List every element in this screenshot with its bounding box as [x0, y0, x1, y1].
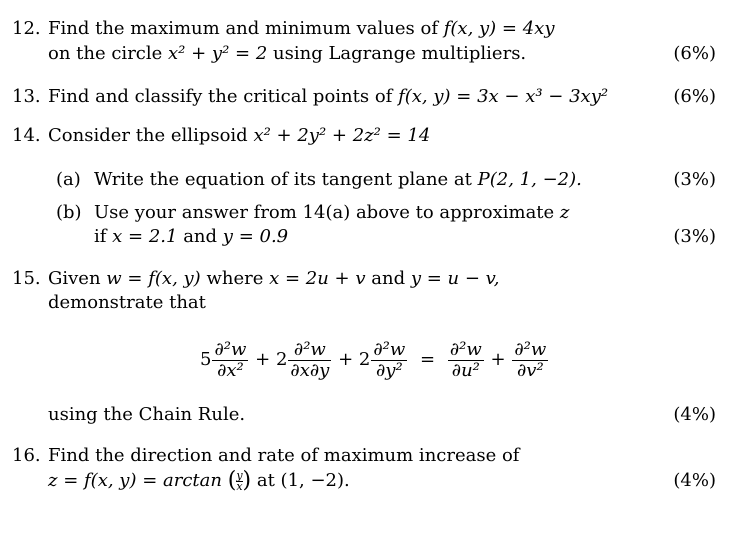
problem-14-ellipsoid: x² + 2y² + 2z² = 14	[253, 125, 431, 146]
problem-12-function: f(x, y) = 4xy	[443, 18, 555, 39]
problem-14b-line1	[94, 202, 569, 224]
problem-15-x: x = 2u + v	[269, 268, 366, 289]
problem-14-text: Consider the ellipsoid	[48, 125, 248, 146]
problem-12-line1	[48, 18, 555, 40]
problem-16-line2	[48, 470, 350, 492]
frac-d2w-du2	[448, 340, 484, 381]
frac-den: ∂y²	[375, 359, 403, 381]
frac-num: ∂²w	[288, 340, 331, 361]
problem-12-line2	[48, 43, 526, 65]
frac-d2w-dv2	[512, 340, 548, 381]
frac-d2w-dx2	[212, 340, 248, 381]
problem-12-text2-post: using Lagrange multipliers.	[273, 43, 527, 64]
problem-15-line1	[48, 268, 499, 290]
problem-15-points: (4%)	[673, 404, 716, 425]
frac-num: ∂²w	[373, 338, 406, 360]
problem-14a-label: (a)	[56, 169, 81, 190]
problem-16-number: 16.	[12, 445, 41, 466]
problem-15-closing: using the Chain Rule.	[48, 404, 246, 425]
problem-16-points: (4%)	[673, 470, 716, 491]
problem-12-text: Find the maximum and minimum values of	[48, 18, 438, 39]
problem-14a-point: P(2, 1, −2).	[477, 169, 582, 190]
problem-12-points: (6%)	[673, 43, 716, 64]
problem-14b-x: x = 2.1	[112, 226, 178, 247]
problem-12-constraint: x² + y² = 2	[168, 43, 268, 64]
problem-15-and: and	[371, 268, 406, 289]
frac-den: ∂x∂y	[290, 359, 330, 381]
frac-d2w-dy2	[371, 340, 407, 381]
problem-15-equation-body	[200, 330, 549, 390]
equals-sign: =	[420, 349, 436, 370]
plus-sign: +	[338, 349, 354, 370]
frac-num: ∂²w	[214, 338, 247, 360]
coef-5: 5	[200, 349, 212, 370]
problem-14-line	[48, 125, 430, 147]
plus-sign: +	[255, 349, 271, 370]
problem-16-point: at (1, −2).	[256, 470, 350, 491]
problem-14b-var: z	[559, 202, 570, 223]
coef-2b: 2	[358, 349, 371, 370]
frac-den: x	[236, 479, 243, 493]
problem-15-equation	[0, 330, 730, 390]
problem-14b-line2	[94, 226, 288, 248]
problem-15-given: Given	[48, 268, 101, 289]
problem-14b-points: (3%)	[673, 226, 716, 247]
problem-12-number: 12.	[12, 18, 41, 39]
problem-13-points: (6%)	[673, 86, 716, 107]
problem-14b-and: and	[183, 226, 218, 247]
problem-14b-text1: Use your answer from 14(a) above to approximate	[94, 202, 555, 223]
problem-16-function: z = f(x, y) = arctan	[48, 470, 222, 491]
frac-d2w-dxdy	[288, 340, 331, 381]
problem-13-text: Find and classify the critical points of	[48, 86, 393, 107]
frac-den: ∂v²	[516, 359, 544, 381]
frac-num: ∂²w	[514, 338, 547, 360]
frac-num: ∂²w	[449, 338, 482, 360]
problem-13-line	[48, 86, 608, 108]
problem-12-text2-pre: on the circle	[48, 43, 163, 64]
coef-2a: 2	[275, 349, 288, 370]
problem-15-number: 15.	[12, 268, 41, 289]
problem-13-function: f(x, y) = 3x − x³ − 3xy²	[398, 86, 609, 107]
frac-den: ∂u²	[451, 359, 480, 381]
problem-15-line2: demonstrate that	[48, 292, 206, 313]
frac-num: y	[236, 468, 243, 482]
frac-den: ∂x²	[217, 359, 244, 381]
plus-sign: +	[490, 349, 506, 370]
problem-14b-y: y = 0.9	[222, 226, 289, 247]
problem-16-line1: Find the direction and rate of maximum increase of	[48, 445, 520, 466]
problem-14-number: 14.	[12, 125, 41, 146]
problem-14a-text: Write the equation of its tangent plane at	[94, 169, 472, 190]
right-paren: )	[242, 468, 252, 493]
left-paren: (	[227, 468, 237, 493]
problem-14b-if: if	[94, 226, 107, 247]
problem-13-number: 13.	[12, 86, 41, 107]
problem-15-y: y = u − v,	[410, 268, 500, 289]
problem-14a-points: (3%)	[673, 169, 716, 190]
problem-15-where: where	[206, 268, 264, 289]
problem-14a-line	[94, 169, 582, 191]
problem-14b-label: (b)	[56, 202, 82, 223]
problem-15-w: w = f(x, y)	[106, 268, 201, 289]
